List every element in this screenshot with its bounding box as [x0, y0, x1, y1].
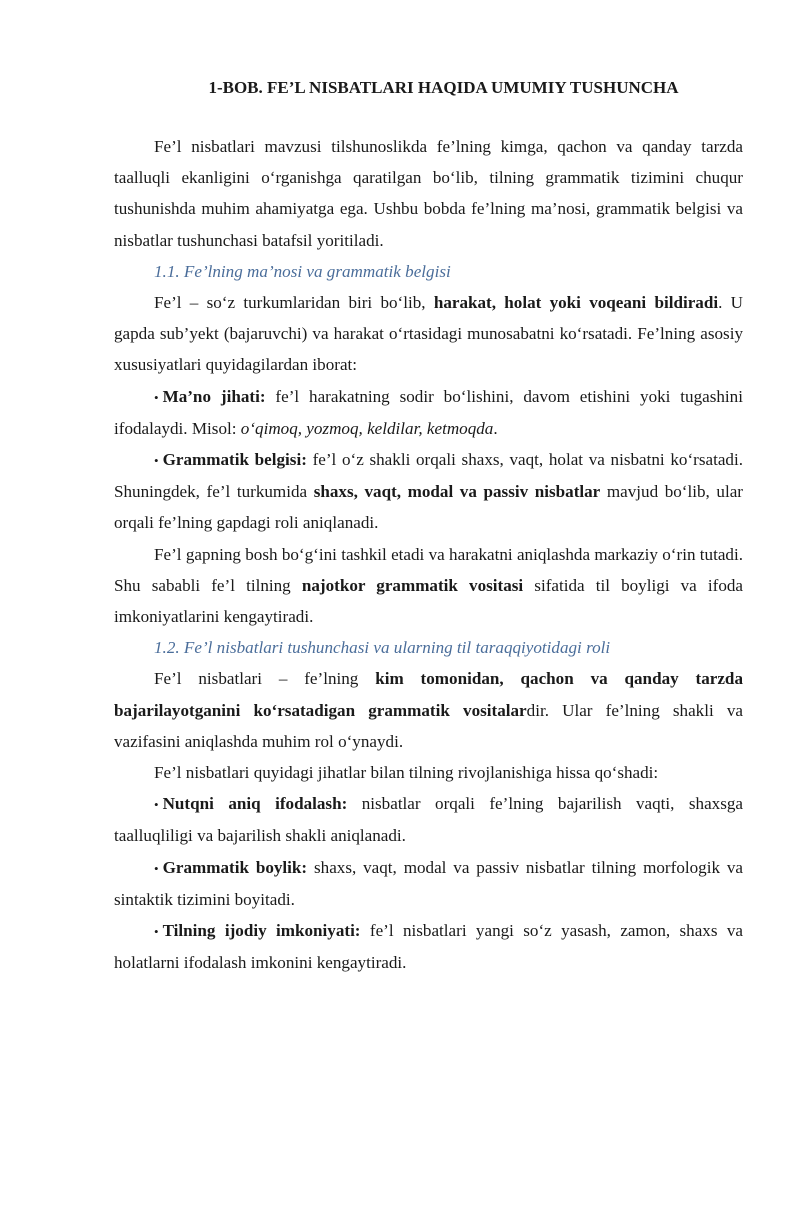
text-run: Fe’l – so‘z turkumlaridan biri bo‘lib, — [154, 293, 434, 313]
text-run: shaxs, vaqt, modal va passiv nisbatlar tilning morfologik va sintaktik tizimini boyitadi. — [114, 857, 744, 909]
bold-run: kim tomonidan, qachon va qanday tarzda bajarilayotganini ko‘rsatadigan grammatik vositalar — [114, 669, 743, 720]
bold-run: harakat, holat yoki voqeani bildiradi — [433, 293, 719, 313]
italic-example: o‘qimoq, yozmoq, keldilar, ketmoqda — [240, 418, 494, 438]
text-run: dir. Ular fe’lning shakli va vazifasini aniqlashda muhim rol o‘ynaydi. — [114, 700, 743, 751]
document-page — [0, 77, 800, 1208]
bullet-item-nutqni-aniq-ifodalash — [114, 788, 743, 851]
text-run: sifatida til boyligi va ifoda imkoniyatlarini kengaytiradi. — [114, 575, 744, 627]
text-run: fe’l o‘z shakli orqali shaxs, vaqt, holat va nisbatni ko‘rsatadi. Shuningdek, fe’l turkumida — [114, 450, 743, 502]
bullet-item-grammatik-boylik — [114, 852, 743, 915]
bullet-label: Tilning ijodiy imkoniyati: — [162, 921, 361, 941]
text-run: . U gapda sub’yekt (bajaruvchi) va harakat o‘rtasidagi munosabatni ko‘rsatadi. Fe’lning asosiy xususiyatlari quyidagilardan iborat: — [114, 293, 743, 375]
text-run: Fe’l gapning bosh bo‘g‘ini tashkil etadi va harakatni aniqlashda markaziy o‘rin tutadi. Shu sababli fe’l tilning — [114, 544, 743, 595]
section-1-paragraph-1 — [114, 287, 743, 381]
text-run: fe’l harakatning sodir bo‘lishini, davom etishini yoki tugashini ifodalaydi. Misol: — [114, 386, 743, 438]
bold-run: najotkor grammatik vositasi — [301, 575, 524, 595]
bullet-item-grammatik-belgisi — [114, 444, 743, 539]
section-2-paragraph-1 — [114, 663, 743, 757]
section-2-heading: 1.2. Fe’l nisbatlari tushunchasi va ularning til taraqqiyotidagi roli — [154, 638, 611, 658]
bullet-label: Grammatik belgisi: — [162, 450, 307, 470]
bold-run: shaxs, vaqt, modal va passiv nisbatlar — [313, 482, 601, 502]
document-body — [114, 131, 743, 978]
bullet-label: Grammatik boylik: — [162, 857, 308, 877]
section-1-paragraph-2 — [114, 539, 743, 633]
intro-paragraph: Fe’l nisbatlari mavzusi tilshunoslikda fe’lning kimga, qachon va qanday tarzda taalluqli ekanligini o‘rganishga qaratilgan bo‘lib, tilning grammatik tizimini chuqur tushunishda muhim ahamiyatga ega. Ushbu bobda fe’lning ma’nosi, grammatik belgisi va nisbatlar tushunchasi batafsil yoritiladi. — [114, 137, 743, 250]
section-2-paragraph-2: Fe’l nisbatlari quyidagi jihatlar bilan tilning rivojlanishiga hissa qo‘shadi: — [154, 763, 659, 783]
text-run: mavjud bo‘lib, ular orqali fe’lning gapdagi roli aniqlanadi. — [114, 482, 743, 533]
text-run: Fe’l nisbatlari – fe’lning — [154, 669, 376, 689]
bullet-item-ma-no-jihati — [114, 381, 743, 444]
bullet-label: Nutqni aniq ifodalash: — [162, 794, 348, 814]
text-run: fe’l nisbatlari yangi so‘z yasash, zamon, shaxs va holatlarni ifodalash imkonini kengaytiradi. — [114, 921, 744, 973]
bullet-label: Ma’no jihati: — [162, 386, 266, 406]
section-1-heading: 1.1. Fe’lning ma’nosi va grammatik belgisi — [154, 261, 451, 281]
text-run: . — [493, 418, 498, 438]
chapter-title: 1-BOB. FE’L NISBATLARI HAQIDA UMUMIY TUSHUNCHA — [208, 78, 679, 97]
bullet-item-tilning-ijodiy-imkoniyati — [114, 915, 743, 978]
text-run: nisbatlar orqali fe’lning bajarilish vaqti, shaxsga taalluqliligi va bajarilish shakli aniqlanadi. — [114, 794, 743, 846]
